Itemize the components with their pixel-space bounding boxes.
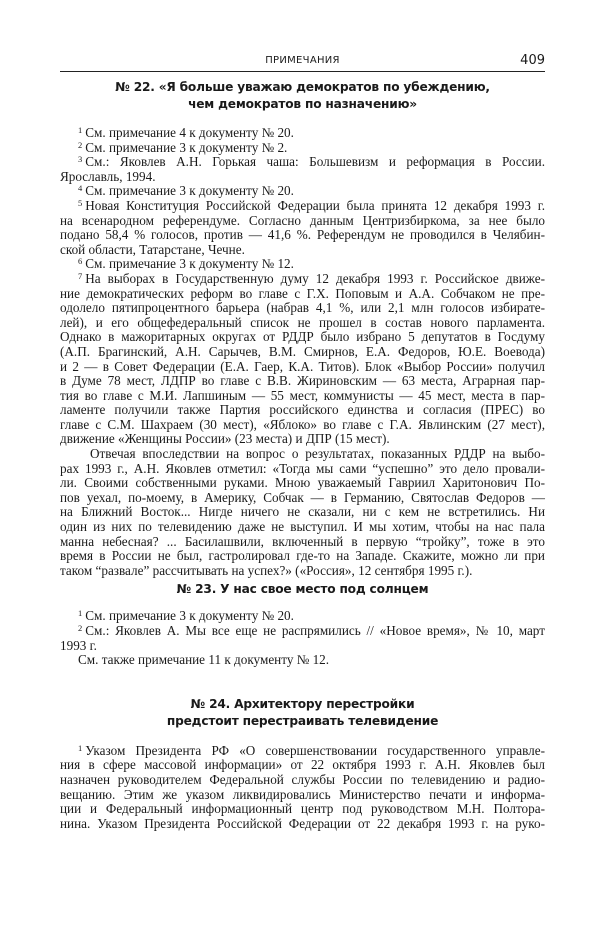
text-line [60, 199, 545, 214]
section-title-line: № 23. У нас свое место под солнцем [176, 582, 429, 597]
text-line [60, 535, 545, 550]
text-line [60, 360, 545, 375]
line-text: ния в сфере массовой информации» от 22 октября 1993 г. А.Н. Яковлев был [60, 757, 545, 773]
line-text: манна небесная? ... Басилашвили, включенный в первую “тройку”, тоже в это [60, 533, 545, 549]
line-text: на всенародном референдуме. Согласно данным Центризбиркома, за нее было [60, 212, 545, 228]
line-text: См.: Яковлев А. Мы все еще не распрямились // «Новое время», № 10, март [85, 623, 545, 638]
footnote [60, 624, 545, 653]
line-text: тия во главе с М.И. Лапшиным — 55 мест, коммунисты — 45 мест, места в пар- [60, 387, 545, 403]
line-text: Однако в мажоритарных округах от РДДР было избрано 5 депутатов в Госдуму [60, 329, 545, 345]
text-line [60, 184, 545, 199]
line-text: на Ближний Восток... Нигде ничего не сказали, ни с кем не встретились. Ни [60, 504, 545, 520]
text-line [60, 418, 545, 433]
text-line [60, 447, 545, 462]
section-title-line: № 24. Архитектору перестройки [190, 696, 415, 711]
line-text: время в России не был, гастролировал где-то на Западе. Скажите, можно ли при [60, 548, 545, 564]
text-line [60, 287, 545, 302]
footnote-number: 4 [78, 183, 83, 194]
line-text: См.: Яковлев А.Н. Горькая чаша: Большевизм и реформация в России. [85, 154, 545, 170]
text-line [60, 316, 545, 331]
footnote [60, 184, 545, 199]
page-number: 409 [520, 53, 545, 68]
footnote-number: 7 [78, 270, 83, 281]
footnote [60, 257, 545, 272]
footnote-number: 1 [78, 608, 83, 619]
text-line [60, 374, 545, 389]
line-text: ской области, Татарстане, Чечне. [60, 241, 245, 257]
line-text: См. примечание 3 к документу № 20. [85, 183, 294, 199]
text-line [60, 243, 545, 258]
section-doc-23 [60, 581, 545, 667]
line-text: рах 1993 г., А.Н. Яковлев отметил: «Тогда мы сами “успешно” это дело провали- [60, 460, 545, 476]
text-line [60, 505, 545, 520]
footnote-number: 3 [78, 154, 83, 165]
line-text: вещанию. Этим же указом ликвидировались Министерство печати и информа- [60, 786, 545, 802]
text-line [60, 802, 545, 817]
line-text: См. примечание 3 к документу № 20. [85, 608, 294, 624]
line-text: ламенте получили также Партия российского единства и согласия (ПРЕС) во [60, 402, 545, 418]
line-text: движение «Женщины России» (23 места) и ДПР (15 мест). [60, 431, 390, 447]
footnote-number: 2 [78, 623, 83, 633]
line-text: См. также примечание 11 к документу № 12. [78, 652, 330, 668]
line-text: См. примечание 3 к документу № 12. [85, 256, 294, 272]
text-line [60, 272, 545, 287]
footnote-number: 6 [78, 256, 83, 267]
line-text: в Думе 78 мест, ЛДПР во главе с В.В. Жириновским — 63 места, Аграрная пар- [60, 373, 545, 389]
notes-list [60, 744, 545, 832]
line-text: один из них по телевидению даже не выступил. И мы хотим, чтобы на нас пала [60, 519, 545, 535]
text-line [60, 141, 545, 156]
text-line [60, 758, 545, 773]
footnote-number: 1 [78, 125, 83, 135]
text-line [60, 214, 545, 229]
line-text: Ярославль, 1994. [60, 168, 156, 184]
text-line [60, 639, 545, 654]
text-line [60, 744, 545, 759]
document-page [60, 0, 545, 831]
line-text: таком “развале” рассчитывать на успех?» («Россия», 12 сентября 1995 г.). [60, 562, 473, 578]
line-text: нина. Указом Президента Российской Федерации от 22 декабря 1993 г. на руко- [60, 815, 545, 831]
text-line [60, 609, 545, 624]
footnote-number: 1 [78, 742, 83, 753]
text-line [60, 126, 545, 141]
footnote [60, 609, 545, 624]
text-line [60, 624, 545, 639]
note-paragraph [60, 653, 545, 668]
text-line [60, 549, 545, 564]
footnote [60, 744, 545, 832]
text-line [60, 403, 545, 418]
footnote [60, 141, 545, 156]
text-line [60, 491, 545, 506]
note-paragraph [60, 447, 545, 578]
line-text: пов уехал, по-моему, в Америку, Собчак — в Германию, Святослав Федоров — [60, 489, 545, 505]
line-text: См. примечание 3 к документу № 2. [85, 139, 288, 155]
text-line [60, 345, 545, 360]
text-line [60, 389, 545, 404]
section-title [60, 696, 545, 730]
text-line [60, 330, 545, 345]
footnote [60, 199, 545, 257]
section-doc-24 [60, 696, 545, 832]
line-text: назначен руководителем Федеральной службы России по телевидению и радио- [60, 771, 545, 787]
line-text: Указом Президента РФ «О совершенствовании государственного управле- [85, 742, 545, 758]
running-header [60, 53, 545, 72]
footnote [60, 272, 545, 447]
line-text: (А.П. Брагинский, А.Н. Сарычев, В.М. Смирнов, Е.А. Федоров, Ю.Е. Воевода) [60, 343, 545, 359]
line-text: ции и Федеральный информационный центр под руководством М.Н. Полтора- [60, 801, 545, 817]
notes-list [60, 609, 545, 667]
text-line [60, 773, 545, 788]
running-title: ПРИМЕЧАНИЯ [265, 55, 340, 66]
line-text: подано 58,4 % голосов, против — 41,6 %. Референдум не проводился в Челябин- [60, 227, 545, 243]
text-line [60, 817, 545, 832]
section-title-line: предстоит перестраивать телевидение [166, 713, 439, 728]
section-title-line: чем демократов по назначению» [188, 97, 417, 111]
text-line [60, 155, 545, 170]
line-text: лей), и его общефедеральный список не прошел в состав нового парламента. [60, 314, 545, 330]
text-line [60, 476, 545, 491]
footnote-number: 2 [78, 139, 83, 150]
line-text: 1993 г. [60, 637, 97, 653]
line-text: ние демократических реформ во главе с Г.Х. Поповым и А.А. Собчаком не пре- [60, 285, 545, 301]
line-text: Отвечая впоследствии на вопрос о результатах, показанных РДДР на выбо- [90, 446, 545, 462]
text-line [60, 653, 545, 668]
section-title [60, 79, 545, 113]
line-text: Новая Конституция Российской Федерации была принята 12 декабря 1993 г. [85, 197, 545, 213]
text-line [60, 301, 545, 316]
section-title-line: № 22. «Я больше уважаю демократов по убеждению, [115, 80, 490, 94]
line-text: На выборах в Государственную думу 12 декабря 1993 г. Российское движе- [85, 270, 545, 286]
text-line [60, 788, 545, 803]
text-line [60, 170, 545, 185]
line-text: ли. Своими собственными руками. Мною уважаемый Гавриил Харитонович По- [60, 475, 545, 491]
footnote [60, 126, 545, 141]
text-line [60, 432, 545, 447]
text-line [60, 564, 545, 579]
notes-list [60, 126, 545, 578]
line-text: и 2 — в Совет Федерации (Е.А. Гаер, К.А. Титов). Блок «Выбор России» получил [60, 358, 545, 374]
line-text: См. примечание 4 к документу № 20. [85, 125, 294, 140]
text-line [60, 462, 545, 477]
text-line [60, 520, 545, 535]
section-title [60, 581, 545, 598]
footnote-number: 5 [78, 197, 83, 208]
line-text: главе с С.М. Шахраем (30 мест), «Яблоко» во главе с Г.А. Явлинским (27 мест), [60, 416, 545, 432]
footnote [60, 155, 545, 184]
line-text: одолело пятипроцентного барьера (набрав 4,1 %, или 2,1 млн голосов избирате- [60, 300, 545, 316]
text-line [60, 228, 545, 243]
text-line [60, 257, 545, 272]
section-doc-22 [60, 79, 545, 578]
